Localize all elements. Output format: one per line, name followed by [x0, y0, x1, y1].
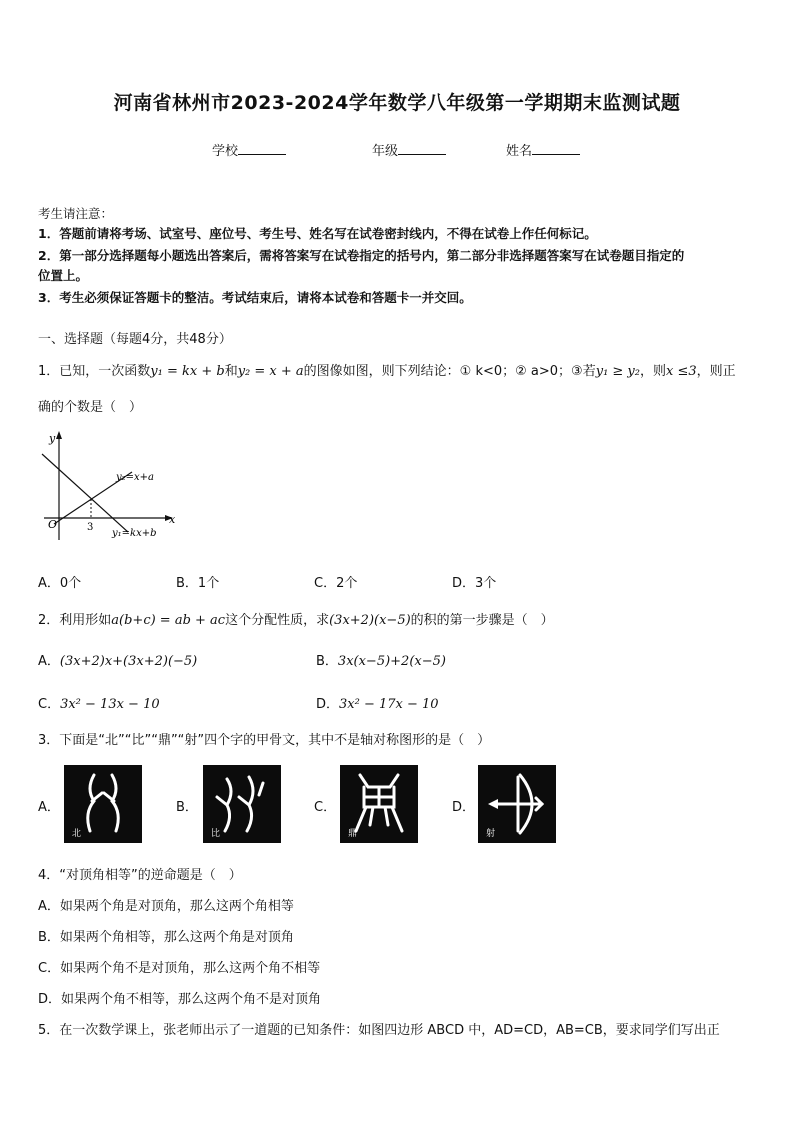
oracle-she-caption: 射 [486, 829, 496, 839]
q1-option-d[interactable]: D．3个 [452, 576, 497, 591]
q3-option-c-label[interactable]: C． [314, 800, 337, 815]
q4-option-a[interactable]: A．如果两个角是对顶角，那么这两个角相等 [38, 899, 294, 914]
oracle-she-icon[interactable] [478, 765, 556, 843]
name-label: 姓名 [506, 144, 533, 159]
notice-item-2-cont: 位置上。 [38, 268, 89, 283]
y2-label: y₂=x+a [116, 472, 155, 483]
oracle-ding-icon[interactable] [340, 765, 418, 843]
q2-option-b-expr: 3x(x−5)+2(x−5) [337, 654, 446, 669]
school-blank[interactable] [238, 140, 286, 155]
q1-and: 和 [224, 364, 238, 379]
q3-option-a-label[interactable]: A． [38, 800, 60, 815]
q1-post: ，则 [640, 364, 667, 379]
oracle-bei-caption: 北 [72, 829, 82, 839]
oracle-bei-icon[interactable] [64, 765, 142, 843]
q2-option-a[interactable] [38, 650, 197, 669]
q2-pre: 2．利用形如 [38, 613, 112, 628]
q1-stem [38, 360, 736, 379]
q1-condition-x: x ≤3 [666, 364, 697, 379]
q4-option-d[interactable]: D．如果两个角不相等，那么这两个角不是对顶角 [38, 992, 322, 1007]
name-blank[interactable] [532, 140, 580, 155]
grade-blank[interactable] [398, 140, 446, 155]
section-heading: 一、选择题（每题4分，共48分） [38, 332, 232, 347]
q3-option-b-label[interactable]: B． [176, 800, 198, 815]
q1-option-b[interactable]: B．1个 [176, 576, 220, 591]
q2-option-c-expr: 3x² − 13x − 10 [60, 697, 160, 712]
q1-option-a[interactable]: A．0个 [38, 576, 82, 591]
y-axis-label: y [49, 432, 56, 445]
q1-mid: 的图像如图，则下列结论：① k<0；② a>0；③若 [303, 364, 596, 379]
q2-option-d-label: D． [316, 697, 340, 712]
q3-stem: 3．下面是“北”“比”“鼎”“射”四个字的甲骨文，其中不是轴对称图形的是（ ） [38, 733, 491, 748]
notice-item-3: 3．考生必须保证答题卡的整洁。考试结束后，请将本试卷和答题卡一并交回。 [38, 290, 472, 305]
q2-option-a-expr: (3x+2)x+(3x+2)(−5) [59, 654, 198, 669]
q2-option-b-label: B． [316, 654, 338, 669]
q5-stem: 5．在一次数学课上，张老师出示了一道题的已知条件：如图四边形 ABCD 中，AD=CD，AB=CB，要求同学们写出正 [38, 1023, 720, 1038]
notice-item-2: 2．第一部分选择题每小题选出答案后，需将答案写在试卷指定的括号内，第二部分非选择题答案写在试卷题目指定的 [38, 248, 685, 263]
q2-option-d-expr: 3x² − 17x − 10 [339, 697, 439, 712]
q1-y1-equation: y₁ = kx + b [150, 364, 225, 379]
q2-post: 的积的第一步骤是（ ） [410, 613, 554, 628]
q2-option-c[interactable] [38, 693, 160, 712]
oracle-bi-icon[interactable] [203, 765, 281, 843]
q2-option-c-label: C． [38, 697, 61, 712]
school-field[interactable] [212, 140, 286, 159]
name-field[interactable] [506, 140, 580, 159]
y1-label: y₁=kx+b [112, 528, 157, 539]
q2-product-expr: (3x+2)(x−5) [329, 613, 411, 628]
q2-mid: 这个分配性质，求 [225, 613, 330, 628]
q1-option-c[interactable]: C．2个 [314, 576, 358, 591]
q3-option-d-label[interactable]: D． [452, 800, 476, 815]
origin-label: O [48, 518, 58, 531]
notice-heading: 考生请注意： [38, 206, 114, 221]
oracle-bi-caption: 比 [211, 829, 221, 839]
q2-option-b[interactable] [316, 650, 446, 669]
tick-label-3: 3 [87, 522, 94, 533]
grade-label: 年级 [372, 144, 399, 159]
q4-option-b[interactable]: B．如果两个角相等，那么这两个角是对顶角 [38, 930, 294, 945]
q2-distributive-expr: a(b+c) = ab + ac [111, 613, 226, 628]
notice-item-1: 1．答题前请将考场、试室号、座位号、考生号、姓名写在试卷密封线内，不得在试卷上作任何标记。 [38, 226, 597, 241]
q1-pre: 1．已知，一次函数 [38, 364, 151, 379]
q2-option-a-label: A． [38, 654, 60, 669]
q1-function-graph [36, 428, 186, 544]
q1-y2-equation: y₂ = x + a [237, 364, 304, 379]
q4-stem: 4．“对顶角相等”的逆命题是（ ） [38, 868, 242, 883]
q1-end: ，则正 [696, 364, 736, 379]
q1-condition: y₁ ≥ y₂ [595, 364, 640, 379]
page-title: 河南省林州市2023-2024学年数学八年级第一学期期末监测试题 [113, 92, 681, 114]
school-label: 学校 [212, 144, 239, 159]
q4-option-c[interactable]: C．如果两个角不是对顶角，那么这两个角不相等 [38, 961, 321, 976]
grade-field[interactable] [372, 140, 446, 159]
oracle-ding-caption: 鼎 [348, 829, 358, 839]
x-axis-label: x [169, 513, 176, 526]
q2-stem [38, 609, 554, 628]
y-axis-arrow-icon [56, 431, 62, 439]
q1-stem-line2: 确的个数是（ ） [38, 400, 143, 415]
q2-option-d[interactable] [316, 693, 439, 712]
